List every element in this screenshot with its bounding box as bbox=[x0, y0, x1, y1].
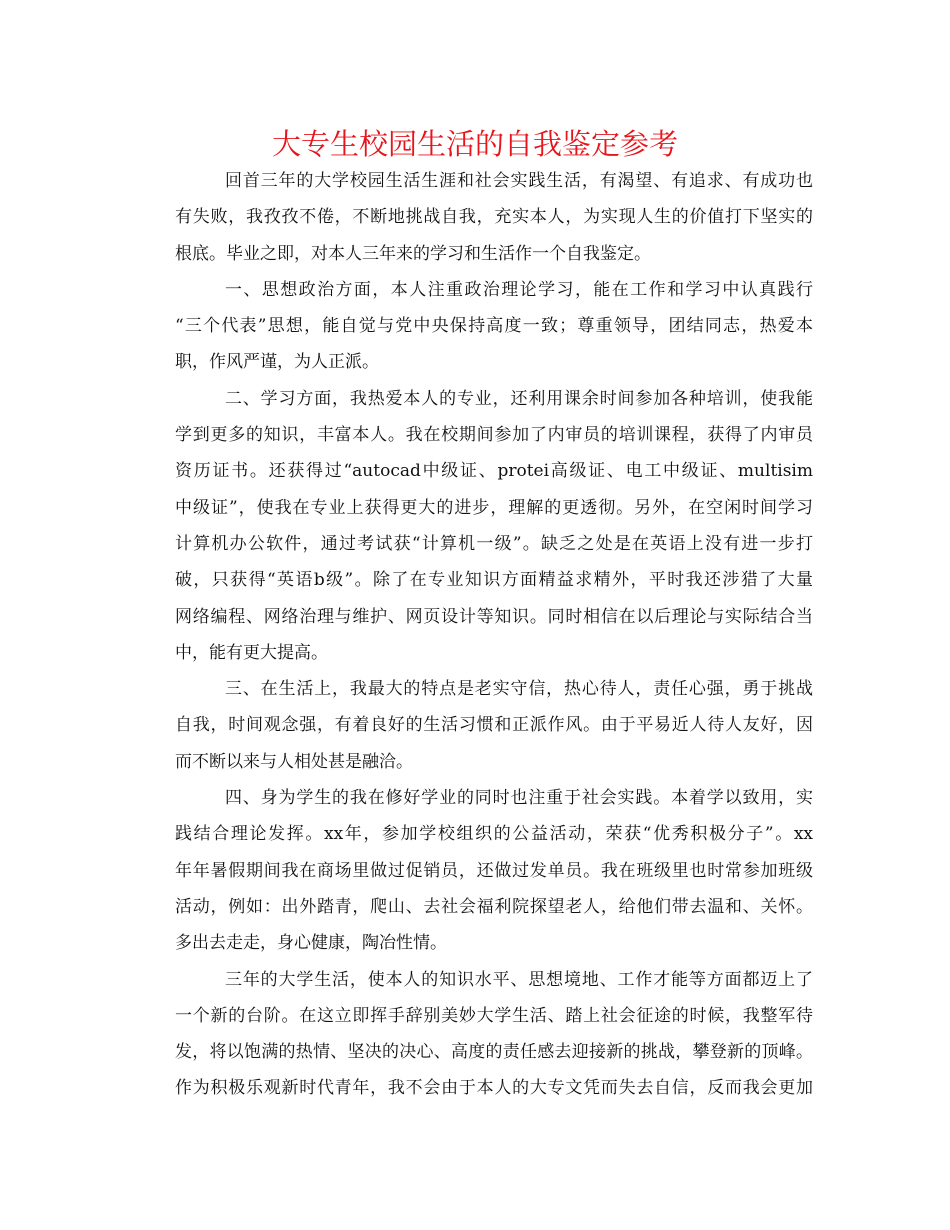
text-line: 中，能有更大提高。 bbox=[175, 642, 328, 663]
text-line: 破，只获得“英语b级”。除了在专业知识方面精益求精外，平时我还涉猎了大量 bbox=[175, 570, 813, 591]
text-line: 三年的大学生活，使本人的知识水平、思想境地、工作才能等方面都迈上了 bbox=[225, 969, 813, 990]
text-line: 有失败，我孜孜不倦，不断地挑战自我，充实本人，为实现人生的价值打下坚实的 bbox=[175, 207, 813, 228]
paragraph-practice bbox=[141, 780, 813, 961]
text-line: 而不断以来与人相处甚是融洽。 bbox=[175, 751, 413, 772]
text-line: 作为积极乐观新时代青年，我不会由于本人的大专文凭而失去自信，反而我会更加 bbox=[175, 1078, 813, 1099]
text-line: 学到更多的知识，丰富本人。我在校期间参加了内审员的培训课程，获得了内审员 bbox=[175, 425, 813, 446]
text-line: 回首三年的大学校园生活生涯和社会实践生活，有渴望、有追求、有成功也 bbox=[225, 171, 813, 191]
paragraph-conclusion bbox=[141, 962, 813, 1107]
text-line: 践结合理论发挥。xx年，参加学校组织的公益活动，荣获“优秀积极分子”。xx bbox=[175, 824, 813, 845]
text-line: 计算机办公软件，通过考试获“计算机一级”。缺乏之处是在英语上没有进一步打 bbox=[175, 533, 813, 554]
text-line: 网络编程、网络治理与维护、网页设计等知识。同时相信在以后理论与实际结合当 bbox=[175, 606, 813, 627]
text-line: 四、身为学生的我在修好学业的同时也注重于社会实践。本着学以致用，实 bbox=[225, 788, 813, 809]
paragraph-politics bbox=[141, 272, 813, 381]
text-line: 一个新的台阶。在这立即挥手辞别美妙大学生活、踏上社会征途的时候，我整军待 bbox=[175, 1005, 813, 1026]
text-line: 职，作风严谨，为人正派。 bbox=[175, 352, 379, 373]
text-line: 二、学习方面，我热爱本人的专业，还利用课余时间参加各种培训，使我能 bbox=[225, 388, 813, 409]
paragraph-life bbox=[141, 671, 813, 780]
text-line: 多出去走走，身心健康，陶冶性情。 bbox=[175, 933, 447, 954]
document-title: 大专生校园生活的自我鉴定参考 bbox=[271, 127, 678, 161]
text-line: 中级证”，使我在专业上获得更大的进步，理解的更透彻。另外，在空闲时间学习 bbox=[175, 497, 813, 518]
paragraph-study bbox=[141, 381, 813, 671]
text-line: 发，将以饱满的热情、坚决的决心、高度的责任感去迎接新的挑战，攀登新的顶峰。 bbox=[175, 1042, 813, 1063]
text-line: “三个代表”思想，能自觉与党中央保持高度一致；尊重领导，团结同志，热爱本 bbox=[175, 316, 813, 337]
text-line: 资历证书。还获得过“autocad中级证、protei高级证、电工中级证、multisim bbox=[175, 461, 813, 482]
text-line: 自我，时间观念强，有着良好的生活习惯和正派作风。由于平易近人待人友好，因 bbox=[175, 715, 813, 736]
text-line: 活动，例如：出外踏青，爬山、去社会福利院探望老人，给他们带去温和、关怀。 bbox=[175, 896, 813, 917]
text-line: 年年暑假期间我在商场里做过促销员，还做过发单员。我在班级里也时常参加班级 bbox=[175, 860, 813, 881]
document-body bbox=[141, 163, 813, 1107]
text-line: 三、在生活上，我最大的特点是老实守信，热心待人，责任心强，勇于挑战 bbox=[225, 679, 813, 700]
paragraph-intro bbox=[141, 163, 813, 272]
text-line: 一、思想政治方面，本人注重政治理论学习，能在工作和学习中认真践行 bbox=[225, 279, 813, 300]
text-line: 根底。毕业之即，对本人三年来的学习和生活作一个自我鉴定。 bbox=[175, 243, 651, 264]
